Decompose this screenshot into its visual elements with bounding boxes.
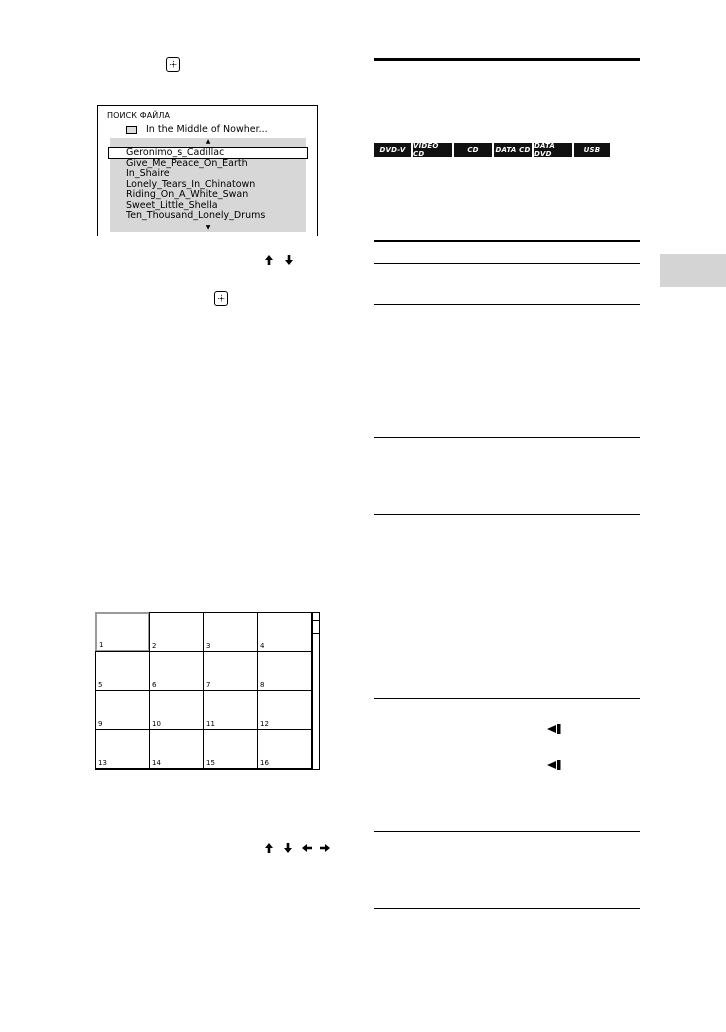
- audio-icon: [547, 724, 563, 734]
- thumbnail-cell[interactable]: [95, 729, 150, 769]
- thumbnail-number: 16: [260, 759, 269, 767]
- grid-scroll-thumb[interactable]: [313, 620, 319, 634]
- table-rule: [374, 831, 640, 832]
- file-list: [110, 138, 306, 232]
- folder-icon: [126, 126, 137, 134]
- scroll-up-icon[interactable]: ▲: [205, 138, 211, 145]
- media-badge: DVD-V: [374, 143, 411, 157]
- thumbnail-number: 1: [99, 641, 104, 649]
- thumbnail-number: 5: [98, 681, 103, 689]
- thumbnail-cell[interactable]: [257, 690, 312, 730]
- thumbnail-cell[interactable]: [203, 612, 258, 652]
- audio-icon: [547, 760, 563, 770]
- thumbnail-cell[interactable]: [257, 651, 312, 691]
- thumbnail-cell[interactable]: [149, 690, 204, 730]
- file-item[interactable]: Give_Me_Peace_On_Earth: [126, 158, 248, 169]
- thumbnail-number: 10: [152, 720, 161, 728]
- thumbnail-number: 7: [206, 681, 211, 689]
- media-badge: USB: [574, 143, 610, 157]
- folder-row[interactable]: [126, 124, 268, 135]
- media-badge: DATA CD: [494, 143, 532, 157]
- thumbnail-number: 9: [98, 720, 103, 728]
- file-item[interactable]: Sweet_Little_Shella: [126, 199, 218, 211]
- file-item[interactable]: In_Shaire: [126, 168, 170, 180]
- thumbnail-number: 12: [260, 720, 269, 728]
- table-rule: [374, 514, 640, 515]
- file-search-title: ПОИСК ФАЙЛА: [107, 111, 171, 120]
- thumbnail-cell[interactable]: [257, 612, 312, 652]
- file-item[interactable]: Riding_On_A_White_Swan: [126, 189, 249, 201]
- table-rule: [374, 304, 640, 305]
- thumbnail-cell[interactable]: [149, 729, 204, 769]
- thumbnail-number: 4: [260, 642, 265, 650]
- thumbnail-number: 13: [98, 759, 107, 767]
- scroll-down-icon[interactable]: ▼: [205, 224, 211, 231]
- table-header-rule: [374, 240, 640, 242]
- thumbnail-cell[interactable]: [257, 729, 312, 769]
- thumbnail-number: 15: [206, 759, 215, 767]
- enter-icon: [214, 291, 228, 306]
- thumbnail-cell[interactable]: [95, 651, 150, 691]
- thumbnail-cell[interactable]: [95, 612, 150, 652]
- thumbnail-number: 14: [152, 759, 161, 767]
- thumbnail-cell[interactable]: [149, 651, 204, 691]
- up-arrow-icon: [265, 255, 273, 265]
- thumbnail-cell[interactable]: [203, 729, 258, 769]
- thumbnail-number: 11: [206, 720, 215, 728]
- table-rule: [374, 263, 640, 264]
- file-item[interactable]: Lonely_Tears_In_Chinatown: [126, 178, 256, 190]
- table-rule: [374, 437, 640, 438]
- thumbnail-number: 8: [260, 681, 265, 689]
- thumbnail-cell[interactable]: [203, 651, 258, 691]
- thumbnail-number: 6: [152, 681, 157, 689]
- down-arrow-icon: [284, 843, 292, 853]
- file-items: [110, 147, 306, 221]
- table-rule: [374, 698, 640, 699]
- folder-name: In the Middle of Nowher...: [146, 124, 268, 135]
- enter-icon: [166, 57, 180, 72]
- thumbnail-number: 2: [152, 642, 157, 650]
- chapter-tab: [660, 254, 726, 287]
- file-item[interactable]: Ten_Thousand_Lonely_Drums: [126, 209, 266, 221]
- file-item[interactable]: Geronimo_s_Cadillac: [108, 147, 308, 159]
- right-arrow-icon: [320, 844, 330, 852]
- table-rule: [374, 908, 640, 909]
- down-arrow-icon: [285, 255, 293, 265]
- thumbnail-number: 3: [206, 642, 211, 650]
- thumbnail-cell[interactable]: [149, 612, 204, 652]
- up-arrow-icon: [265, 843, 273, 853]
- media-badge: CD: [454, 143, 492, 157]
- section-top-rule: [374, 58, 640, 61]
- grid-scrollbar[interactable]: [313, 612, 320, 770]
- file-search-panel: [97, 105, 318, 236]
- thumbnail-cell[interactable]: [95, 690, 150, 730]
- left-arrow-icon: [302, 844, 312, 852]
- thumbnail-cell[interactable]: [203, 690, 258, 730]
- thumbnail-grid: [95, 612, 313, 770]
- media-badge: DATA DVD: [534, 143, 572, 157]
- media-badge: VIDEO CD: [413, 143, 452, 157]
